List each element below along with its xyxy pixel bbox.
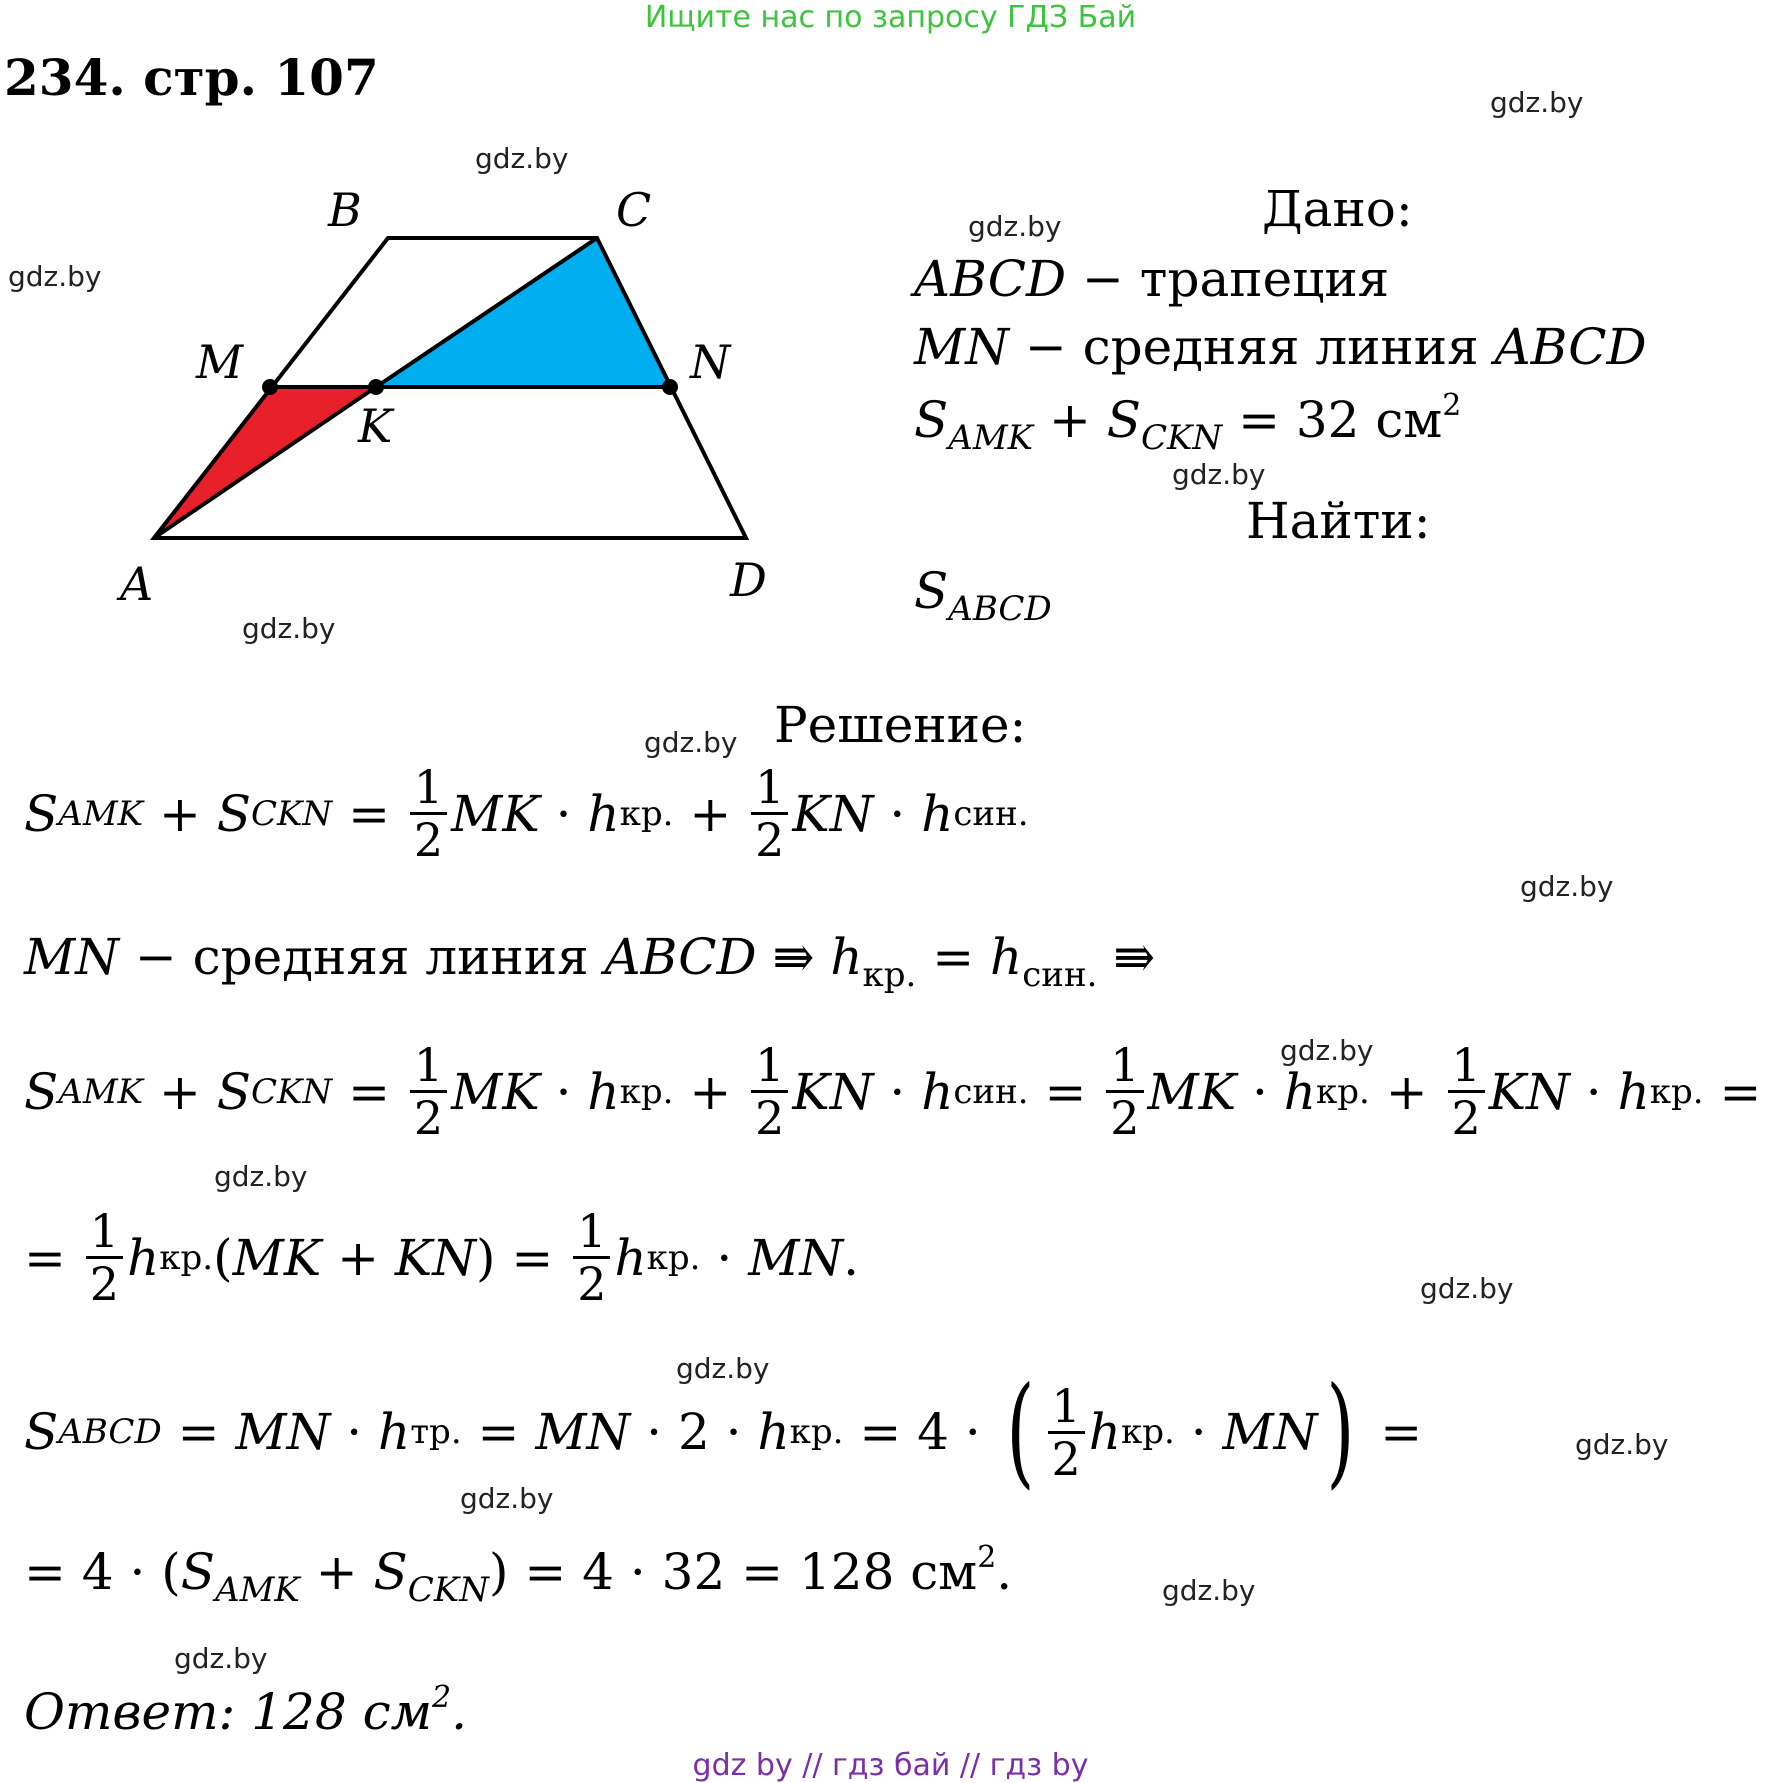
solution-heading: Решение: [774,696,1027,754]
watermark: gdz.by [968,210,1062,243]
footer-links[interactable]: gdz by // гдз бай // гдз by [692,1748,1089,1783]
watermark: gdz.by [1420,1272,1514,1305]
watermark: gdz.by [1280,1034,1374,1067]
trapezoid-figure [0,180,820,620]
watermark: gdz.by [676,1352,770,1385]
label-k: K [358,399,393,453]
watermark: gdz.by [1162,1574,1256,1607]
watermark: gdz.by [460,1482,554,1515]
solution-line-5: S ABCD = MN · h тр. = MN · 2 · h кр. = 4 · ( $\frac{1}{2}$ h кр. · MN ) = [24,1362,1423,1501]
answer: Ответ: 128 $см^2$. [24,1680,468,1741]
find-value: $S_{ABCD}$ [914,562,1052,629]
watermark: gdz.by [214,1160,308,1193]
watermark: gdz.by [1490,86,1584,119]
label-c: C [616,183,652,237]
point-n [662,379,678,395]
solution-line-3: S AMK + S CKN = $\frac{1}{2}$ MK · h кр. + $\frac{1}{2}$ KN · h син. = $\frac{1}{2}$ MK · h кр. + $\frac{1}{2}$ KN · h кр. = [24,1038,1762,1145]
solution-line-6: = $4 \cdot (S_{AMK} + S_{CKN}) = 4 \cdot 32 = 128$ $см^2$. [24,1540,1013,1610]
watermark: gdz.by [174,1642,268,1675]
watermark: gdz.by [1575,1428,1669,1461]
watermark: gdz.by [475,142,569,175]
watermark: gdz.by [242,612,336,645]
given-heading: Дано: [1262,180,1413,238]
given-line-1: ABCD − трапеция [914,250,1390,308]
solution-line-1: S AMK + S CKN = $\frac{1}{2}$ MK · h кр. + $\frac{1}{2}$ KN · h син. [24,760,1029,867]
final-value: = 4 · 32 = 128 см [524,1543,978,1601]
point-k [368,379,384,395]
find-heading: Найти: [1246,492,1431,550]
top-banner[interactable]: Ищите нас по запросу ГДЗ Бай [644,0,1137,35]
point-m [262,379,278,395]
label-a: A [120,557,154,611]
problem-title: 234. стр. 107 [4,48,379,107]
label-d: D [730,553,767,607]
watermark: gdz.by [8,260,102,293]
solution-line-4: = $\frac{1}{2}$ h кр. ( MK + KN ) = $\frac{1}{2}$ h кр. · MN . [24,1204,860,1311]
label-n: N [690,335,731,389]
watermark: gdz.by [644,726,738,759]
solution-line-2: MN − средняя линия ABCD ⇛ $h_{кр.} = h_{син.}$ ⇛ [24,928,1156,995]
label-b: B [328,183,362,237]
label-m: M [196,335,244,389]
watermark: gdz.by [1172,458,1266,491]
watermark: gdz.by [1520,870,1614,903]
given-line-3: $S_{AMK} + S_{CKN} = 32$ $см^2$ [914,388,1462,458]
given-line-2: MN − средняя линия ABCD [914,318,1647,376]
triangle-ckn [376,238,670,387]
